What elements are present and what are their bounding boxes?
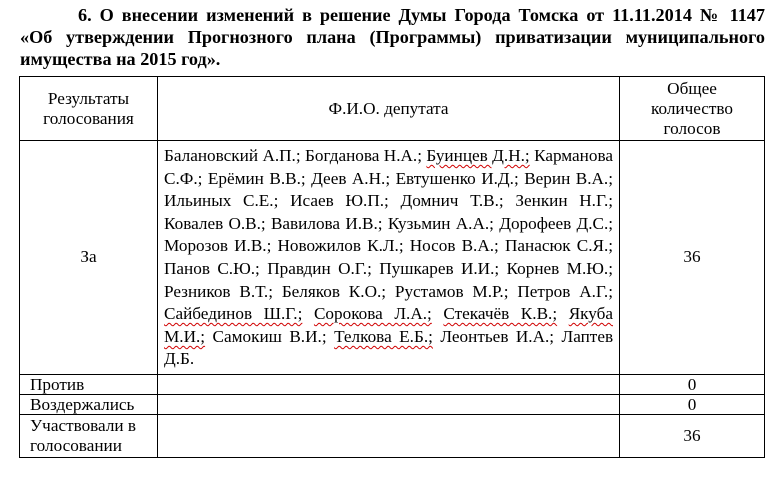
- deputy-name: Панасюк С.Я.;: [504, 236, 614, 256]
- deputy-name: Панов С.Ю.;: [164, 258, 260, 278]
- row-count-za: 36: [620, 141, 765, 375]
- heading-line-2: «Об утверждении Прогнозного плана (Программы) приватизации муниципального: [20, 27, 765, 47]
- deputy-name: Ковалев О.В.;: [164, 213, 266, 233]
- deputy-name: Морозов И.В.;: [164, 236, 272, 256]
- row-count-participated: 36: [620, 414, 765, 457]
- deputy-name: Рустамов М.Р.;: [394, 281, 509, 301]
- table-row-za: [20, 141, 765, 375]
- table-row-abstained: [20, 394, 765, 414]
- deputy-name: Новожилов К.Л.;: [277, 236, 404, 256]
- deputy-name: Исаев Ю.П.;: [290, 191, 389, 211]
- deputy-name: Деев А.Н.;: [311, 168, 391, 188]
- deputy-name: Домнич Т.В.;: [400, 191, 504, 211]
- deputies-list-participated: [158, 414, 620, 457]
- deputy-name: Якуба М.И.;: [164, 304, 614, 346]
- deputy-name: Зенкин Н.Г.;: [515, 191, 614, 211]
- deputy-name: Верин В.А.;: [524, 168, 613, 188]
- deputy-name: Сайбединов Ш.Г.;: [164, 304, 303, 324]
- deputy-name: Вавилова И.В.;: [270, 213, 383, 233]
- header-results: Результаты голосования: [20, 77, 158, 141]
- deputy-name: Самокиш В.И.;: [212, 326, 327, 346]
- voting-results-table: [19, 76, 765, 458]
- row-count-abstained: 0: [620, 394, 765, 414]
- deputy-name: Телкова Е.Б.;: [334, 326, 433, 346]
- deputy-name: Сорокова Л.А.;: [313, 304, 432, 324]
- deputy-name: Карманова С.Ф.;: [164, 146, 613, 188]
- deputy-name: Балановский А.П.;: [164, 146, 301, 165]
- heading-line-1: 6. О внесении изменений в решение Думы Города Томска от 11.11.2014 № 1147: [78, 5, 765, 25]
- deputy-name: Лаптев Д.Б.: [164, 326, 614, 369]
- deputy-name: Буинцев Д.Н.;: [426, 146, 530, 165]
- header-deputies: Ф.И.О. депутата: [158, 77, 620, 141]
- deputy-name: Стекачёв К.В.;: [443, 304, 558, 324]
- table-row-participated: [20, 414, 765, 457]
- deputies-list-za: [158, 141, 620, 375]
- row-count-against: 0: [620, 374, 765, 394]
- deputy-name: Резников В.Т.;: [164, 281, 273, 301]
- deputy-name: Носов В.А.;: [409, 236, 499, 256]
- deputy-name: Ерёмин В.В.;: [207, 168, 306, 188]
- section-heading: [20, 4, 765, 70]
- deputy-name: Богданова Н.А.;: [305, 146, 422, 165]
- deputy-name: Дорофеев Д.С.;: [499, 213, 614, 233]
- header-total-votes: Общее количество голосов: [620, 77, 765, 141]
- deputy-name: Пушкарев И.И.;: [379, 258, 500, 278]
- row-label-against: Против: [20, 374, 158, 394]
- deputy-name: Кузьмин А.А.;: [387, 213, 494, 233]
- deputies-list-abstained: [158, 394, 620, 414]
- row-label-abstained: Воздержались: [20, 394, 158, 414]
- heading-line-3: имущества на 2015 год».: [20, 49, 221, 69]
- deputy-name: Леонтьев И.А.;: [440, 326, 555, 346]
- row-label-participated: Участвовали в голосовании: [20, 414, 158, 457]
- deputy-name: Правдин О.Г.;: [267, 258, 372, 278]
- deputies-list-against: [158, 374, 620, 394]
- deputy-name: Петров А.Г.;: [517, 281, 613, 301]
- table-row-against: [20, 374, 765, 394]
- deputy-name: Беляков К.О.;: [281, 281, 387, 301]
- deputy-name: Корнев М.Ю.;: [506, 258, 613, 278]
- deputy-name: Евтушенко И.Д.;: [395, 168, 519, 188]
- deputy-name: Ильиных С.Е.;: [164, 191, 279, 211]
- row-label-za: За: [20, 141, 158, 375]
- table-header-row: [20, 77, 765, 141]
